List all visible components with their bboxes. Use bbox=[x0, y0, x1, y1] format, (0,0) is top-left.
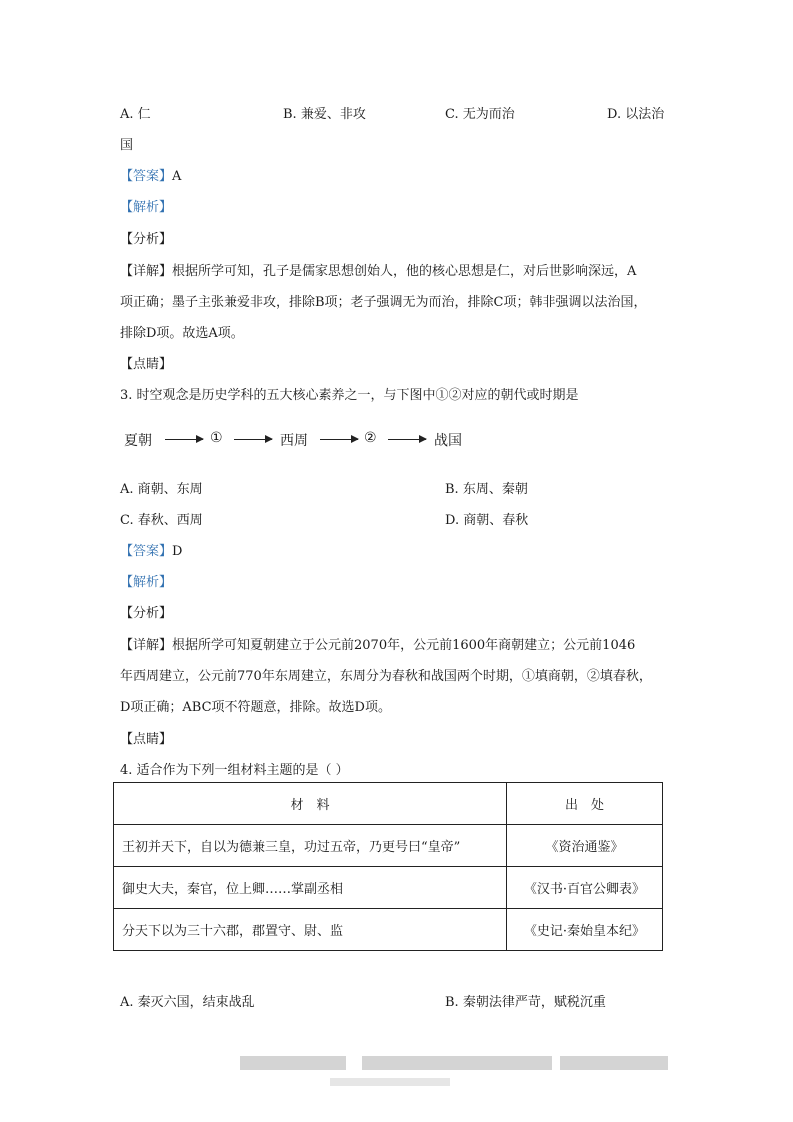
q3-option-a: A. 商朝、东周 bbox=[120, 482, 203, 497]
q3-answer bbox=[120, 540, 182, 559]
q3-fenxi-label: 【分析】 bbox=[120, 606, 173, 621]
table-row bbox=[114, 825, 663, 867]
q2-answer bbox=[120, 165, 181, 184]
flow-arrow-3 bbox=[320, 439, 358, 440]
q2-option-c: C. 无为而治 bbox=[445, 107, 515, 122]
q3-option-c: C. 春秋、西周 bbox=[120, 513, 203, 528]
q2-option-b: B. 兼爱、非攻 bbox=[283, 107, 366, 122]
table-cell-material: 分天下以为三十六郡，郡置守、尉、监 bbox=[114, 909, 507, 951]
flow-node-zhanguo: 战国 bbox=[434, 433, 462, 449]
table-header-material: 材 料 bbox=[114, 783, 507, 825]
q2-option-d-wrap: 国 bbox=[120, 138, 134, 153]
q4-stem: 4. 适合作为下列一组材料主题的是（ ） bbox=[120, 763, 349, 778]
answer-value: A bbox=[172, 169, 182, 184]
q3-detail-line-1: 【详解】根据所学可知夏朝建立于公元前2070年，公元前1600年商朝建立；公元前1046 bbox=[120, 638, 636, 653]
flow-node-2: ② bbox=[364, 430, 377, 446]
flow-node-xizhou: 西周 bbox=[280, 433, 308, 449]
answer-value: D bbox=[172, 544, 183, 559]
table-cell-source: 《史记·秦始皇本纪》 bbox=[507, 909, 663, 951]
answer-label: 【答案】 bbox=[120, 544, 173, 559]
q2-option-a: A. 仁 bbox=[120, 107, 151, 122]
flow-node-1: ① bbox=[210, 430, 223, 446]
q4-option-b: B. 秦朝法律严苛，赋税沉重 bbox=[445, 995, 606, 1010]
q3-option-b: B. 东周、秦朝 bbox=[445, 482, 528, 497]
table-cell-material: 王初并天下，自以为德兼三皇，功过五帝，乃更号曰“皇帝” bbox=[114, 825, 507, 867]
table-row bbox=[114, 909, 663, 951]
q2-fenxi-label: 【分析】 bbox=[120, 232, 173, 247]
q2-detail-line-2: 项正确；墨子主张兼爱非攻，排除B项；老子强调无为而治，排除C项；韩非强调以法治国， bbox=[120, 295, 647, 310]
table-header-row bbox=[114, 783, 663, 825]
q3-detail-line-3: D项正确；ABC项不符题意，排除。故选D项。 bbox=[120, 700, 391, 715]
flow-arrow-2 bbox=[234, 439, 272, 440]
q3-stem: 3. 时空观念是历史学科的五大核心素养之一，与下图中①②对应的朝代或时期是 bbox=[120, 388, 579, 403]
flow-arrow-1 bbox=[165, 439, 203, 440]
q2-detail-line-1: 【详解】根据所学可知，孔子是儒家思想创始人，他的核心思想是仁，对后世影响深远，A bbox=[120, 264, 637, 279]
material-table bbox=[113, 782, 663, 951]
q3-dianjing-label: 【点睛】 bbox=[120, 732, 173, 747]
table-cell-source: 《汉书·百官公卿表》 bbox=[507, 867, 663, 909]
table-cell-material: 御史大夫，秦官，位上卿……掌副丞相 bbox=[114, 867, 507, 909]
q3-option-d: D. 商朝、春秋 bbox=[445, 513, 529, 528]
q2-option-d: D. 以法治 bbox=[607, 107, 665, 122]
table-cell-source: 《资治通鉴》 bbox=[507, 825, 663, 867]
flow-node-xia: 夏朝 bbox=[124, 433, 152, 449]
q4-option-a: A. 秦灭六国，结束战乱 bbox=[120, 995, 255, 1010]
q3-analysis-label: 【解析】 bbox=[120, 575, 173, 590]
table-row bbox=[114, 867, 663, 909]
table-header-source: 出 处 bbox=[507, 783, 663, 825]
flow-arrow-4 bbox=[388, 439, 426, 440]
q2-detail-line-3: 排除D项。故选A项。 bbox=[120, 326, 244, 341]
q3-detail-line-2: 年西周建立，公元前770年东周建立，东周分为春秋和战国两个时期，①填商朝，②填春秋， bbox=[120, 669, 652, 684]
q2-analysis-label: 【解析】 bbox=[120, 200, 173, 215]
q2-dianjing-label: 【点睛】 bbox=[120, 357, 173, 372]
answer-label: 【答案】 bbox=[120, 169, 173, 184]
